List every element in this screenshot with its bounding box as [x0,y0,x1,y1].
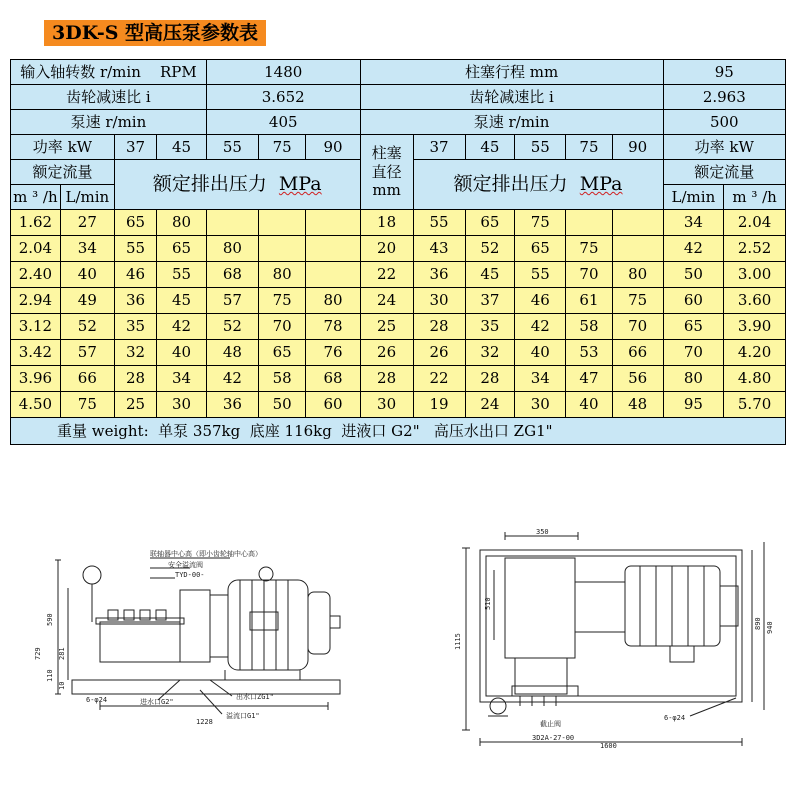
power-value: 75 [566,135,613,160]
plunger-diameter-cell: 28 [360,366,413,392]
pressure-cell: 78 [306,314,360,340]
table-row [11,288,786,314]
power-value: 45 [465,135,515,160]
flow-lmin-cell: 66 [60,366,114,392]
plunger-diameter-cell: 20 [360,236,413,262]
unit-lmin: L/min [663,185,724,210]
info-label: 输入轴转数 r/min RPM [11,60,207,85]
pressure-cell [206,210,258,236]
flow-lmin-cell: 34 [663,210,724,236]
pressure-cell: 70 [258,314,306,340]
pressure-cell: 35 [465,314,515,340]
pressure-cell [306,236,360,262]
pressure-cell: 53 [566,340,613,366]
flow-label: 额定流量 [11,160,115,185]
flow-lmin-cell: 34 [60,236,114,262]
pressure-cell: 56 [612,366,663,392]
svg-text:1115: 1115 [454,633,462,650]
pressure-cell: 42 [157,314,207,340]
svg-text:3D2A-27-00: 3D2A-27-00 [532,734,575,742]
svg-text:729: 729 [34,647,42,660]
flow-lmin-cell: 75 [60,392,114,418]
pressure-cell: 34 [157,366,207,392]
pressure-cell: 40 [515,340,566,366]
pressure-cell: 52 [206,314,258,340]
flow-m3h-cell: 3.12 [11,314,61,340]
info-label: 齿轮减速比 i [360,85,663,110]
info-row-ratio [11,85,786,110]
pressure-cell: 48 [206,340,258,366]
pressure-cell: 28 [114,366,156,392]
pressure-cell: 65 [258,340,306,366]
svg-text:进水口G2": 进水口G2" [140,698,174,706]
pressure-cell: 68 [306,366,360,392]
pressure-cell: 55 [413,210,465,236]
pressure-cell: 48 [612,392,663,418]
table-row [11,236,786,262]
power-value: 55 [206,135,258,160]
flow-lmin-cell: 65 [663,314,724,340]
info-value: 3.652 [206,85,360,110]
info-value: 405 [206,110,360,135]
plunger-diameter-cell: 24 [360,288,413,314]
pressure-cell [306,262,360,288]
pressure-cell: 80 [306,288,360,314]
power-value: 37 [413,135,465,160]
pressure-cell: 80 [157,210,207,236]
pressure-cell [612,210,663,236]
pressure-cell [258,236,306,262]
pressure-cell: 46 [114,262,156,288]
pressure-cell: 24 [465,392,515,418]
flow-label: 额定流量 [663,160,785,185]
table-row [11,392,786,418]
pressure-cell: 75 [566,236,613,262]
table-row [11,210,786,236]
flow-lmin-cell: 27 [60,210,114,236]
unit-lmin: L/min [60,185,114,210]
power-value: 45 [157,135,207,160]
svg-text:安全溢流阀: 安全溢流阀 [168,561,203,569]
pressure-cell: 70 [566,262,613,288]
svg-text:590: 590 [46,613,54,626]
pressure-cell: 58 [258,366,306,392]
page-title: 3DK-S 型高压泵参数表 [44,20,266,46]
pressure-cell: 58 [566,314,613,340]
flow-m3h-cell: 4.50 [11,392,61,418]
flow-m3h-cell: 4.20 [724,340,786,366]
svg-text:940: 940 [766,621,774,634]
pressure-cell: 30 [413,288,465,314]
flow-m3h-cell: 2.94 [11,288,61,314]
power-value: 55 [515,135,566,160]
pressure-cell: 75 [612,288,663,314]
pressure-cell: 32 [114,340,156,366]
flow-m3h-cell: 3.96 [11,366,61,392]
info-label: 泵速 r/min [11,110,207,135]
flow-m3h-cell: 2.04 [11,236,61,262]
pressure-cell [258,210,306,236]
flow-lmin-cell: 50 [663,262,724,288]
pressure-cell: 40 [157,340,207,366]
flow-lmin-cell: 52 [60,314,114,340]
svg-text:890: 890 [754,617,762,630]
table-row [11,340,786,366]
flow-m3h-cell: 2.40 [11,262,61,288]
info-value: 95 [663,60,785,85]
pressure-cell: 28 [465,366,515,392]
power-value: 37 [114,135,156,160]
svg-text:出水口ZG1": 出水口ZG1" [236,693,274,701]
svg-text:6-φ24: 6-φ24 [86,696,108,704]
svg-text:溢流口G1": 溢流口G1" [226,712,260,720]
top-view-drawing [462,532,764,746]
pressure-cell: 80 [258,262,306,288]
pressure-cell: 57 [206,288,258,314]
flow-m3h-cell: 3.42 [11,340,61,366]
power-value: 75 [258,135,306,160]
flow-lmin-cell: 57 [60,340,114,366]
pressure-cell: 25 [114,392,156,418]
pressure-cell: 34 [515,366,566,392]
svg-text:TYD-00-: TYD-00- [175,571,205,579]
power-label: 功率 kW [663,135,785,160]
pressure-cell: 61 [566,288,613,314]
plunger-diameter-cell: 26 [360,340,413,366]
table-row [11,366,786,392]
info-value: 2.963 [663,85,785,110]
pressure-cell: 65 [465,210,515,236]
engineering-drawings [0,510,800,800]
pressure-cell: 65 [114,210,156,236]
pressure-cell: 45 [465,262,515,288]
flow-m3h-cell: 3.60 [724,288,786,314]
footer-row [11,418,786,445]
pressure-cell: 65 [515,236,566,262]
flow-lmin-cell: 42 [663,236,724,262]
svg-text:1600: 1600 [600,742,617,750]
plunger-diameter-cell: 18 [360,210,413,236]
data-rows [11,210,786,418]
pressure-cell: 68 [206,262,258,288]
info-value: 500 [663,110,785,135]
info-value: 1480 [206,60,360,85]
pressure-cell: 32 [465,340,515,366]
pressure-cell: 80 [612,262,663,288]
pressure-cell: 52 [465,236,515,262]
power-header-row [11,135,786,160]
parameter-table [10,59,786,445]
flow-lmin-cell: 40 [60,262,114,288]
svg-text:1228: 1228 [196,718,213,726]
pressure-cell: 30 [515,392,566,418]
pressure-cell: 36 [114,288,156,314]
power-value: 90 [612,135,663,160]
flow-m3h-cell: 4.80 [724,366,786,392]
pressure-cell: 26 [413,340,465,366]
pressure-cell [612,236,663,262]
svg-text:281: 281 [58,647,66,660]
flow-lmin-cell: 70 [663,340,724,366]
pressure-label: 额定排出压力 MPa [413,160,663,210]
power-value: 90 [306,135,360,160]
flow-lmin-cell: 60 [663,288,724,314]
pressure-cell: 28 [413,314,465,340]
table-row [11,262,786,288]
svg-text:6-φ24: 6-φ24 [664,714,686,722]
unit-m3h: m ³ /h [724,185,786,210]
flow-m3h-cell: 2.04 [724,210,786,236]
info-label: 柱塞行程 mm [360,60,663,85]
svg-text:10: 10 [58,681,66,690]
flow-lmin-cell: 49 [60,288,114,314]
pressure-cell: 47 [566,366,613,392]
plunger-diameter-header: 柱塞 直径 mm [360,135,413,210]
pressure-cell: 50 [258,392,306,418]
svg-text:110: 110 [46,669,54,682]
flow-lmin-cell: 80 [663,366,724,392]
pressure-cell: 75 [258,288,306,314]
pressure-label: 额定排出压力 MPa [114,160,360,210]
table-row [11,314,786,340]
flow-m3h-cell: 3.00 [724,262,786,288]
side-view-drawing [55,558,340,714]
svg-text:350: 350 [536,528,549,536]
pressure-cell: 76 [306,340,360,366]
pressure-cell: 36 [413,262,465,288]
pressure-cell: 65 [157,236,207,262]
pressure-cell: 22 [413,366,465,392]
pressure-cell: 55 [157,262,207,288]
pressure-cell: 55 [515,262,566,288]
flow-lmin-cell: 95 [663,392,724,418]
plunger-diameter-cell: 25 [360,314,413,340]
pressure-cell: 75 [515,210,566,236]
top-view-labels [454,528,774,750]
pressure-cell: 45 [157,288,207,314]
pressure-cell: 40 [566,392,613,418]
weight-footer: 重量 weight: 单泵 357kg 底座 116kg 进液口 G2" 高压水出口 ZG1" [11,418,786,445]
info-label: 泵速 r/min [360,110,663,135]
pressure-cell: 30 [157,392,207,418]
pressure-cell: 80 [206,236,258,262]
flow-m3h-cell: 2.52 [724,236,786,262]
power-label: 功率 kW [11,135,115,160]
pressure-cell: 70 [612,314,663,340]
pressure-cell: 37 [465,288,515,314]
svg-text:510: 510 [484,597,492,610]
flow-m3h-cell: 5.70 [724,392,786,418]
pressure-cell: 43 [413,236,465,262]
pressure-cell: 60 [306,392,360,418]
pressure-cell: 66 [612,340,663,366]
flow-m3h-cell: 3.90 [724,314,786,340]
pressure-cell: 19 [413,392,465,418]
plunger-diameter-cell: 30 [360,392,413,418]
pressure-cell: 46 [515,288,566,314]
pressure-cell [566,210,613,236]
info-row-rpm [11,60,786,85]
pressure-cell: 36 [206,392,258,418]
plunger-diameter-cell: 22 [360,262,413,288]
flow-m3h-cell: 1.62 [11,210,61,236]
svg-text:截止阀: 截止阀 [540,720,561,728]
pressure-cell: 55 [114,236,156,262]
info-label: 齿轮减速比 i [11,85,207,110]
svg-text:联轴器中心高（即小齿轮轴中心高）: 联轴器中心高（即小齿轮轴中心高） [150,550,262,558]
unit-m3h: m ³ /h [11,185,61,210]
side-view-labels [34,549,274,726]
pressure-cell [306,210,360,236]
pressure-cell: 35 [114,314,156,340]
info-row-pump-speed [11,110,786,135]
pressure-cell: 42 [515,314,566,340]
pressure-cell: 42 [206,366,258,392]
